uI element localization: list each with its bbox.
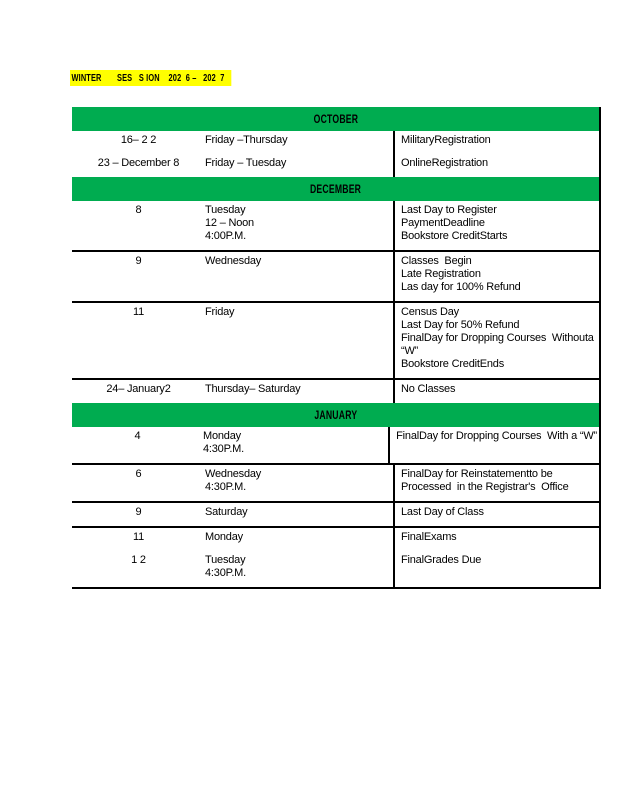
day-text-line: Thursday– Saturday — [205, 383, 301, 395]
event-text-line: FinalGrades Due — [401, 554, 482, 566]
events-cell — [393, 465, 599, 501]
day-text-line: Monday — [202, 430, 241, 442]
date-cell — [72, 252, 205, 301]
events-cell — [388, 427, 599, 463]
month-banner-october — [72, 107, 599, 131]
table-row — [72, 427, 599, 465]
table-row — [72, 528, 599, 551]
day-cell — [203, 427, 388, 463]
date-text: 9 — [135, 506, 142, 518]
day-text-line: Tuesday — [205, 204, 246, 216]
event-text-line: FinalDay for Reinstatementto be — [401, 468, 553, 480]
event-text-line: FinalDay for Dropping Courses With a “W” — [396, 430, 597, 442]
day-text-line: Saturday — [205, 506, 248, 518]
events-cell — [393, 252, 599, 301]
events-cell — [393, 303, 599, 378]
table-row — [72, 154, 599, 177]
date-cell — [72, 154, 205, 177]
event-text-line: Late Registration — [401, 268, 481, 280]
date-cell — [72, 131, 205, 154]
table-row — [72, 380, 599, 403]
day-text-line: 12 – Noon — [205, 217, 254, 229]
event-text-line: PaymentDeadline — [401, 217, 485, 229]
day-text-line: Friday – Tuesday — [205, 157, 287, 169]
day-text-line: 4:30P.M. — [205, 567, 247, 579]
events-cell — [393, 131, 599, 154]
event-text-line: FinalDay for Dropping Courses Withouta — [401, 332, 594, 344]
date-text: 9 — [135, 255, 142, 267]
event-text-line: Bookstore CreditEnds — [401, 358, 504, 370]
table-row — [72, 551, 599, 589]
date-cell — [72, 503, 205, 526]
day-cell — [205, 252, 393, 301]
table-row — [72, 201, 599, 252]
month-banner-december — [72, 177, 599, 201]
month-label: OCTOBER — [313, 112, 358, 126]
day-cell — [205, 465, 393, 501]
day-cell — [205, 201, 393, 250]
event-text-line: Las day for 100% Refund — [401, 281, 521, 293]
session-title-highlight: WINTER SES S ION 202 6 – 202 7 — [70, 70, 231, 86]
day-cell — [205, 154, 393, 177]
table-row — [72, 465, 599, 503]
table-row — [72, 503, 599, 528]
date-cell — [72, 380, 205, 403]
event-text-line: Last Day to Register — [401, 204, 497, 216]
calendar-table — [72, 107, 601, 589]
date-cell — [72, 528, 205, 551]
day-text-line: Monday — [205, 531, 243, 543]
event-text-line: Bookstore CreditStarts — [401, 230, 508, 242]
date-text: 11 — [132, 531, 145, 543]
date-cell — [72, 465, 205, 501]
table-row — [72, 131, 599, 154]
event-text-line: “W” — [401, 345, 419, 357]
day-cell — [205, 303, 393, 378]
date-text: 24– January2 — [106, 383, 171, 395]
events-cell — [393, 154, 599, 177]
date-text: 11 — [132, 306, 145, 318]
day-cell — [205, 380, 393, 403]
day-cell — [205, 551, 393, 587]
events-cell — [393, 380, 599, 403]
event-text-line: Last Day of Class — [401, 506, 484, 518]
event-text-line: OnlineRegistration — [401, 157, 488, 169]
day-cell — [205, 528, 393, 551]
date-text: 16– 2 2 — [120, 134, 157, 146]
month-label: DECEMBER — [309, 182, 362, 196]
date-cell — [72, 551, 205, 587]
event-text-line: MilitaryRegistration — [401, 134, 491, 146]
event-text-line: No Classes — [401, 383, 456, 395]
date-cell — [72, 427, 203, 463]
day-text-line: Tuesday — [205, 554, 246, 566]
event-text-line: FinalExams — [401, 531, 457, 543]
day-cell — [205, 503, 393, 526]
month-label: JANUARY — [314, 408, 357, 422]
day-text-line: 4:00P.M. — [205, 230, 247, 242]
event-text-line: Processed in the Registrar's Office — [401, 481, 569, 493]
events-cell — [393, 551, 599, 587]
date-cell — [72, 303, 205, 378]
table-row — [72, 252, 599, 303]
events-cell — [393, 528, 599, 551]
day-cell — [205, 131, 393, 154]
day-text-line: Friday –Thursday — [205, 134, 288, 146]
date-text: 1 2 — [131, 554, 146, 566]
day-text-line: 4:30P.M. — [202, 443, 244, 455]
event-text-line: Last Day for 50% Refund — [401, 319, 520, 331]
date-cell — [72, 201, 205, 250]
date-text: 8 — [135, 204, 142, 216]
day-text-line: Wednesday — [205, 255, 262, 267]
day-text-line: Friday — [205, 306, 235, 318]
date-text: 23 – December 8 — [97, 157, 180, 169]
table-row — [72, 303, 599, 380]
day-text-line: 4:30P.M. — [205, 481, 247, 493]
event-text-line: Census Day — [401, 306, 459, 318]
date-text: 4 — [134, 430, 141, 442]
events-cell — [393, 503, 599, 526]
events-cell — [393, 201, 599, 250]
month-banner-january — [72, 403, 599, 427]
date-text: 6 — [135, 468, 142, 480]
event-text-line: Classes Begin — [401, 255, 472, 267]
day-text-line: Wednesday — [205, 468, 262, 480]
